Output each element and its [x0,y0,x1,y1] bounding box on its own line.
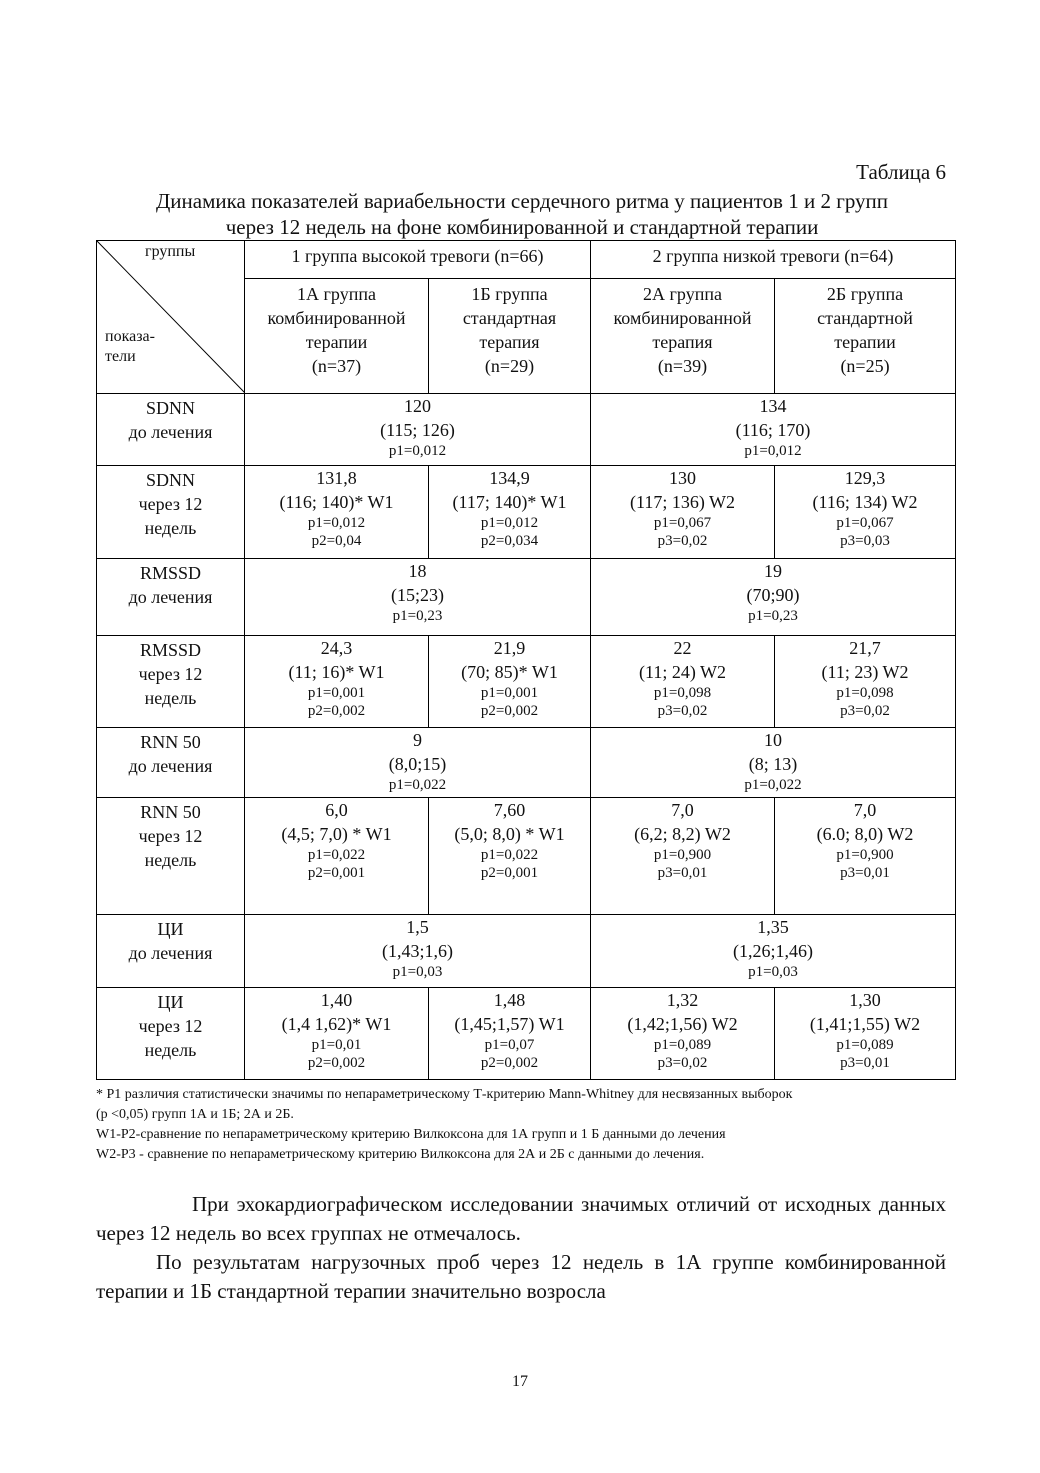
table-row [97,988,956,1080]
table-title-line: через 12 недель на фоне комбинированной и стандартной терапии [225,215,819,239]
data-cell-2a: 7,0 (6,2; 8,2) W2 p1=0,900 p3=0,01 [591,798,775,915]
data-cell-1b: 1,48 (1,45;1,57) W1 p1=0,07 p2=0,002 [429,988,591,1080]
merged-cell-group1: 1,5 (1,43;1,6) p1=0,03 [245,915,591,988]
data-cell-1a: 131,8 (116; 140)* W1 p1=0,012 p2=0,04 [245,466,429,559]
merged-cell-group2: 10 (8; 13) p1=0,022 [591,728,956,798]
page-number: 17 [512,1373,528,1390]
merged-cell-group2: 1,35 (1,26;1,46) p1=0,03 [591,915,956,988]
body-paragraph: При эхокардиографическом исследовании значимых отличий от исходных данных через 12 недель во всех группах не отмечалось. [96,1192,946,1245]
group2-header: 2 группа низкой тревоги (n=64) [591,241,956,279]
row-header: RMSSD до лечения [97,559,245,636]
corner-label-groups: группы [145,243,196,260]
data-cell-1b: 134,9 (117; 140)* W1 p1=0,012 p2=0,034 [429,466,591,559]
row-header: ЦИ через 12 недель [97,988,245,1080]
table-row [97,394,956,466]
data-cell-2b: 7,0 (6.0; 8,0) W2 p1=0,900 p3=0,01 [775,798,956,915]
table-title-line: Динамика показателей вариабельности сердечного ритма у пациентов 1 и 2 групп [155,189,889,213]
data-cell-1a: 6,0 (4,5; 7,0) * W1 p1=0,022 p2=0,001 [245,798,429,915]
data-cell-2b: 21,7 (11; 23) W2 p1=0,098 p3=0,02 [775,636,956,728]
corner-label-indicators: показа- тели [105,328,155,365]
data-cell-1a: 1,40 (1,4 1,62)* W1 p1=0,01 p2=0,002 [245,988,429,1080]
body-paragraph: По результатам нагрузочных проб через 12 недель в 1А группе комбинированной терапии и 1Б стандартной терапии значительно возросла [96,1250,946,1303]
row-header: SDNN через 12 недель [97,466,245,559]
group1-header: 1 группа высокой тревоги (n=66) [245,241,591,279]
note-line: W2-P3 - сравнение по непараметрическому критерию Вилкоксона для 2А и 2Б с данными до лечения. [96,1147,705,1162]
subgroup-header-2b: 2Б группа стандартной терапии (n=25) [775,279,956,394]
table-row [97,466,956,559]
row-header: RNN 50 через 12 недель [97,798,245,915]
subgroup-header-1b: 1Б группа стандартная терапия (n=29) [429,279,591,394]
data-cell-1b: 21,9 (70; 85)* W1 p1=0,001 p2=0,002 [429,636,591,728]
hrv-table [96,240,956,1080]
corner-header-cell [97,241,245,394]
note-line: W1-P2-сравнение по непараметрическому критерию Вилкоксона для 1А групп и 1 Б данными до лечения [96,1127,726,1142]
merged-cell-group1: 9 (8,0;15) p1=0,022 [245,728,591,798]
merged-cell-group1: 18 (15;23) p1=0,23 [245,559,591,636]
data-cell-2a: 130 (117; 136) W2 p1=0,067 p3=0,02 [591,466,775,559]
table-notes [96,1085,956,1165]
corner-diagonal [97,241,245,393]
subgroup-header-2a: 2А группа комбинированной терапия (n=39) [591,279,775,394]
data-cell-2b: 129,3 (116; 134) W2 p1=0,067 p3=0,03 [775,466,956,559]
table-row [97,915,956,988]
table-title [96,188,948,240]
note-line: (р <0,05) групп 1А и 1Б; 2А и 2Б. [96,1107,294,1122]
row-header: ЦИ до лечения [97,915,245,988]
merged-cell-group1: 120 (115; 126) p1=0,012 [245,394,591,466]
data-cell-1a: 24,3 (11; 16)* W1 p1=0,001 p2=0,002 [245,636,429,728]
data-cell-2a: 22 (11; 24) W2 p1=0,098 p3=0,02 [591,636,775,728]
table-row [97,728,956,798]
table-row [97,798,956,915]
row-header: SDNN до лечения [97,394,245,466]
data-cell-2b: 1,30 (1,41;1,55) W2 p1=0,089 p3=0,01 [775,988,956,1080]
merged-cell-group2: 19 (70;90) p1=0,23 [591,559,956,636]
row-header: RNN 50 до лечения [97,728,245,798]
table-row [97,636,956,728]
merged-cell-group2: 134 (116; 170) p1=0,012 [591,394,956,466]
note-line: * Р1 различия статистически значимы по непараметрическому Т-критерию Mann-Whitney для несвязанных выборок [96,1087,793,1102]
data-cell-1b: 7,60 (5,0; 8,0) * W1 p1=0,022 p2=0,001 [429,798,591,915]
subgroup-header-1a: 1А группа комбинированной терапии (n=37) [245,279,429,394]
data-cell-2a: 1,32 (1,42;1,56) W2 p1=0,089 p3=0,02 [591,988,775,1080]
row-header: RMSSD через 12 недель [97,636,245,728]
table-row [97,559,956,636]
table-caption: Таблица 6 [856,160,946,184]
